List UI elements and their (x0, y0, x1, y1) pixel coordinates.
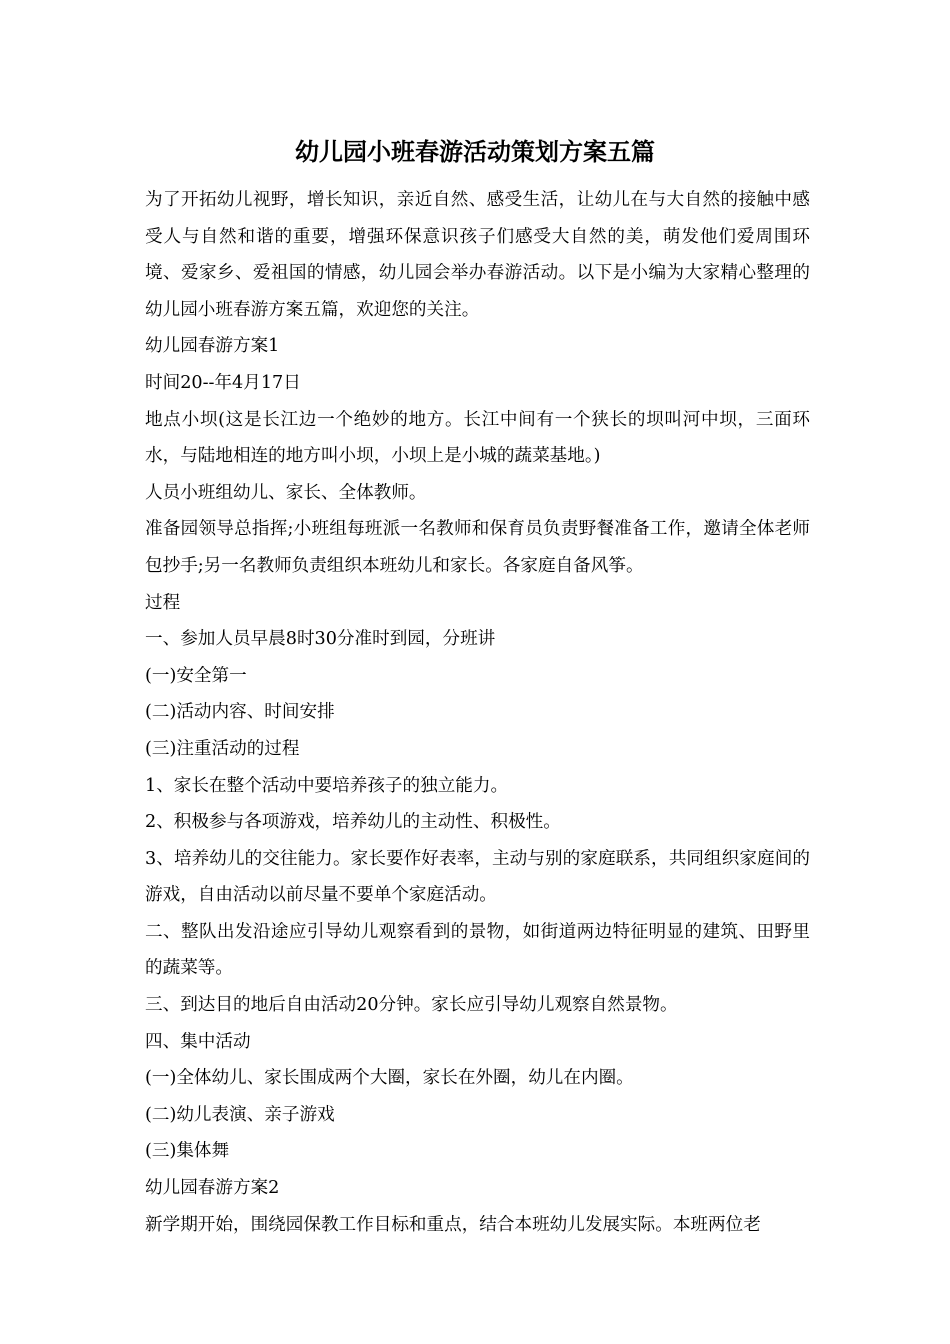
paragraph-step-4: 四、集中活动 (145, 1031, 251, 1052)
paragraph-process: 过程 (145, 592, 181, 613)
document-title: 幼儿园小班春游活动策划方案五篇 (295, 137, 655, 166)
paragraph-location: 地点小坝(这是长江边一个绝妙的地方。长江中间有一个狭长的坝叫河中坝，三面环水，与陆地相连的地方叫小坝，小坝上是小城的蔬菜基地。) (145, 409, 810, 467)
paragraph-personnel: 人员小班组幼儿、家长、全体教师。 (145, 482, 427, 503)
paragraph-step-1-b: (二)活动内容、时间安排 (145, 702, 335, 723)
paragraph-step-4-c: (三)集体舞 (145, 1141, 230, 1162)
paragraph-item-3: 3、培养幼儿的交往能力。家长要作好表率，主动与别的家庭联系，共同组织家庭间的游戏，自由活动以前尽量不要单个家庭活动。 (145, 848, 810, 906)
paragraph-step-3: 三、到达目的地后自由活动20分钟。家长应引导幼儿观察自然景物。 (145, 995, 678, 1016)
paragraph-step-1: 一、参加人员早晨8时30分准时到园，分班讲 (145, 629, 496, 650)
paragraph-plan-1-heading: 幼儿园春游方案1 (145, 336, 280, 357)
paragraph-step-4-a: (一)全体幼儿、家长围成两个大圈，家长在外圈，幼儿在内圈。 (145, 1068, 634, 1089)
paragraph-time: 时间20--年4月17日 (145, 372, 301, 393)
paragraph-step-1-c: (三)注重活动的过程 (145, 738, 300, 759)
paragraph-plan-2-intro: 新学期开始，围绕园保教工作目标和重点，结合本班幼儿发展实际。本班两位老 (145, 1214, 761, 1235)
paragraph-intro: 为了开拓幼儿视野，增长知识，亲近自然、感受生活，让幼儿在与大自然的接触中感受人与自然和谐的重要，增强环保意识孩子们感受大自然的美，萌发他们爱周围环境、爱家乡、爱祖国的情感，幼儿园会举办春游活动。以下是小编为大家精心整理的幼儿园小班春游方案五篇，欢迎您的关注。 (145, 190, 810, 320)
paragraph-step-4-b: (二)幼儿表演、亲子游戏 (145, 1104, 335, 1125)
paragraph-item-2: 2、积极参与各项游戏，培养幼儿的主动性、积极性。 (145, 812, 561, 833)
paragraph-step-1-a: (一)安全第一 (145, 665, 247, 686)
paragraph-item-1: 1、家长在整个活动中要培养孩子的独立能力。 (145, 775, 509, 796)
document-body (145, 182, 810, 1243)
paragraph-preparation: 准备园领导总指挥;小班组每班派一名教师和保育员负责野餐准备工作，邀请全体老师包抄手;另一名教师负责组织本班幼儿和家长。各家庭自备风筝。 (145, 519, 810, 576)
paragraph-plan-2-heading: 幼儿园春游方案2 (145, 1178, 280, 1199)
paragraph-step-2: 二、整队出发沿途应引导幼儿观察看到的景物，如街道两边特征明显的建筑、田野里的蔬菜等。 (145, 921, 810, 979)
